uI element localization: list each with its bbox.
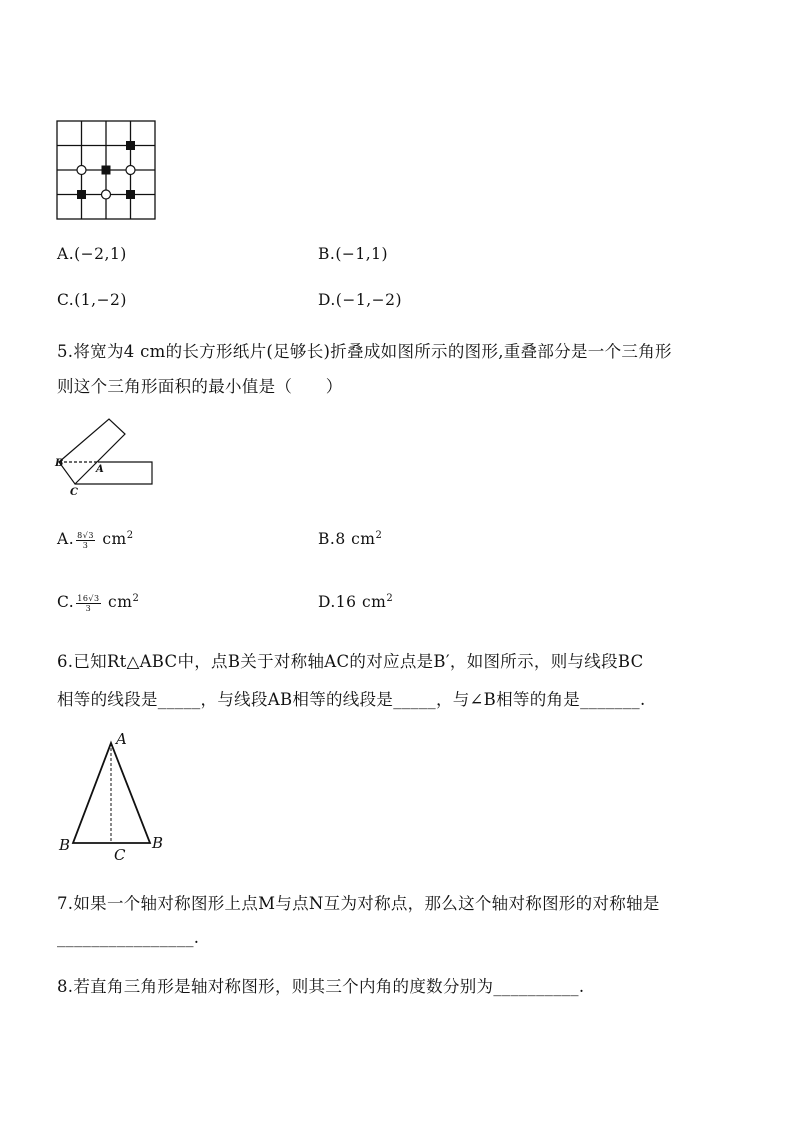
q6-label-a: A xyxy=(116,730,127,748)
q5-option-c-prefix: C. xyxy=(57,593,75,612)
q5-label-b: B xyxy=(55,458,64,469)
q4-option-d[interactable]: D.(−1,−2) xyxy=(318,291,403,309)
q5-option-a[interactable] xyxy=(57,530,134,550)
q5-label-c: C xyxy=(70,487,78,498)
q5-option-b[interactable] xyxy=(318,530,382,548)
q6-triangle-figure xyxy=(56,728,172,866)
fraction-denominator: 3 xyxy=(82,540,89,550)
grid-circle-marker xyxy=(77,166,86,175)
grid-square-marker xyxy=(126,190,135,199)
q5-folded-paper-figure xyxy=(52,412,158,500)
q6-label-b-left: B xyxy=(59,836,71,854)
q4-grid-figure xyxy=(56,120,158,222)
grid-circle-marker xyxy=(102,190,111,199)
q5-option-a-unit: cm xyxy=(102,530,127,549)
q7-answer-blank[interactable]: ________________. xyxy=(57,928,200,947)
q5-option-c-unit: cm xyxy=(108,593,133,612)
superscript: 2 xyxy=(386,593,394,604)
q5-option-c-fraction xyxy=(76,594,100,613)
fraction-numerator: 16√3 xyxy=(77,593,100,603)
fraction-numerator: 8√3 xyxy=(77,530,94,540)
q6-question-line2: 相等的线段是_____，与线段AB相等的线段是_____，与∠B相等的角是_______. xyxy=(57,690,646,709)
grid-circle-marker xyxy=(126,166,135,175)
q5-option-d[interactable] xyxy=(318,593,393,611)
grid-square-marker xyxy=(77,190,86,199)
q4-option-a[interactable]: A.(−2,1) xyxy=(57,245,127,263)
superscript: 2 xyxy=(132,593,140,604)
q4-option-b[interactable]: B.(−1,1) xyxy=(318,245,389,263)
q5-label-a: A xyxy=(96,464,104,475)
grid-square-marker xyxy=(102,166,111,175)
q5-option-c[interactable] xyxy=(57,593,139,613)
q5-question-line1: 5.将宽为4 cm的长方形纸片(足够长)折叠成如图所示的图形,重叠部分是一个三角形 xyxy=(57,342,672,361)
q5-question-line2: 则这个三角形面积的最小值是（ ） xyxy=(57,377,343,396)
q6-label-b-right: B xyxy=(152,834,164,852)
q5-option-b-text: B.8 cm xyxy=(318,530,376,549)
q6-question-line1: 6.已知Rt△ABC中，点B关于对称轴AC的对应点是B′，如图所示，则与线段BC xyxy=(57,652,644,671)
q5-option-a-prefix: A. xyxy=(57,530,75,549)
superscript: 2 xyxy=(375,530,383,541)
q5-option-d-text: D.16 cm xyxy=(318,593,387,612)
q8-question-line1: 8.若直角三角形是轴对称图形，则其三个内角的度数分别为__________. xyxy=(57,977,585,996)
q4-option-c[interactable]: C.(1,−2) xyxy=(57,291,127,309)
q6-label-c: C xyxy=(114,846,126,864)
q7-question-line1: 7.如果一个轴对称图形上点M与点N互为对称点，那么这个轴对称图形的对称轴是 xyxy=(57,894,660,913)
grid-square-marker xyxy=(126,141,135,150)
q5-option-a-fraction xyxy=(76,531,95,550)
fraction-denominator: 3 xyxy=(85,603,92,613)
superscript: 2 xyxy=(126,530,134,541)
